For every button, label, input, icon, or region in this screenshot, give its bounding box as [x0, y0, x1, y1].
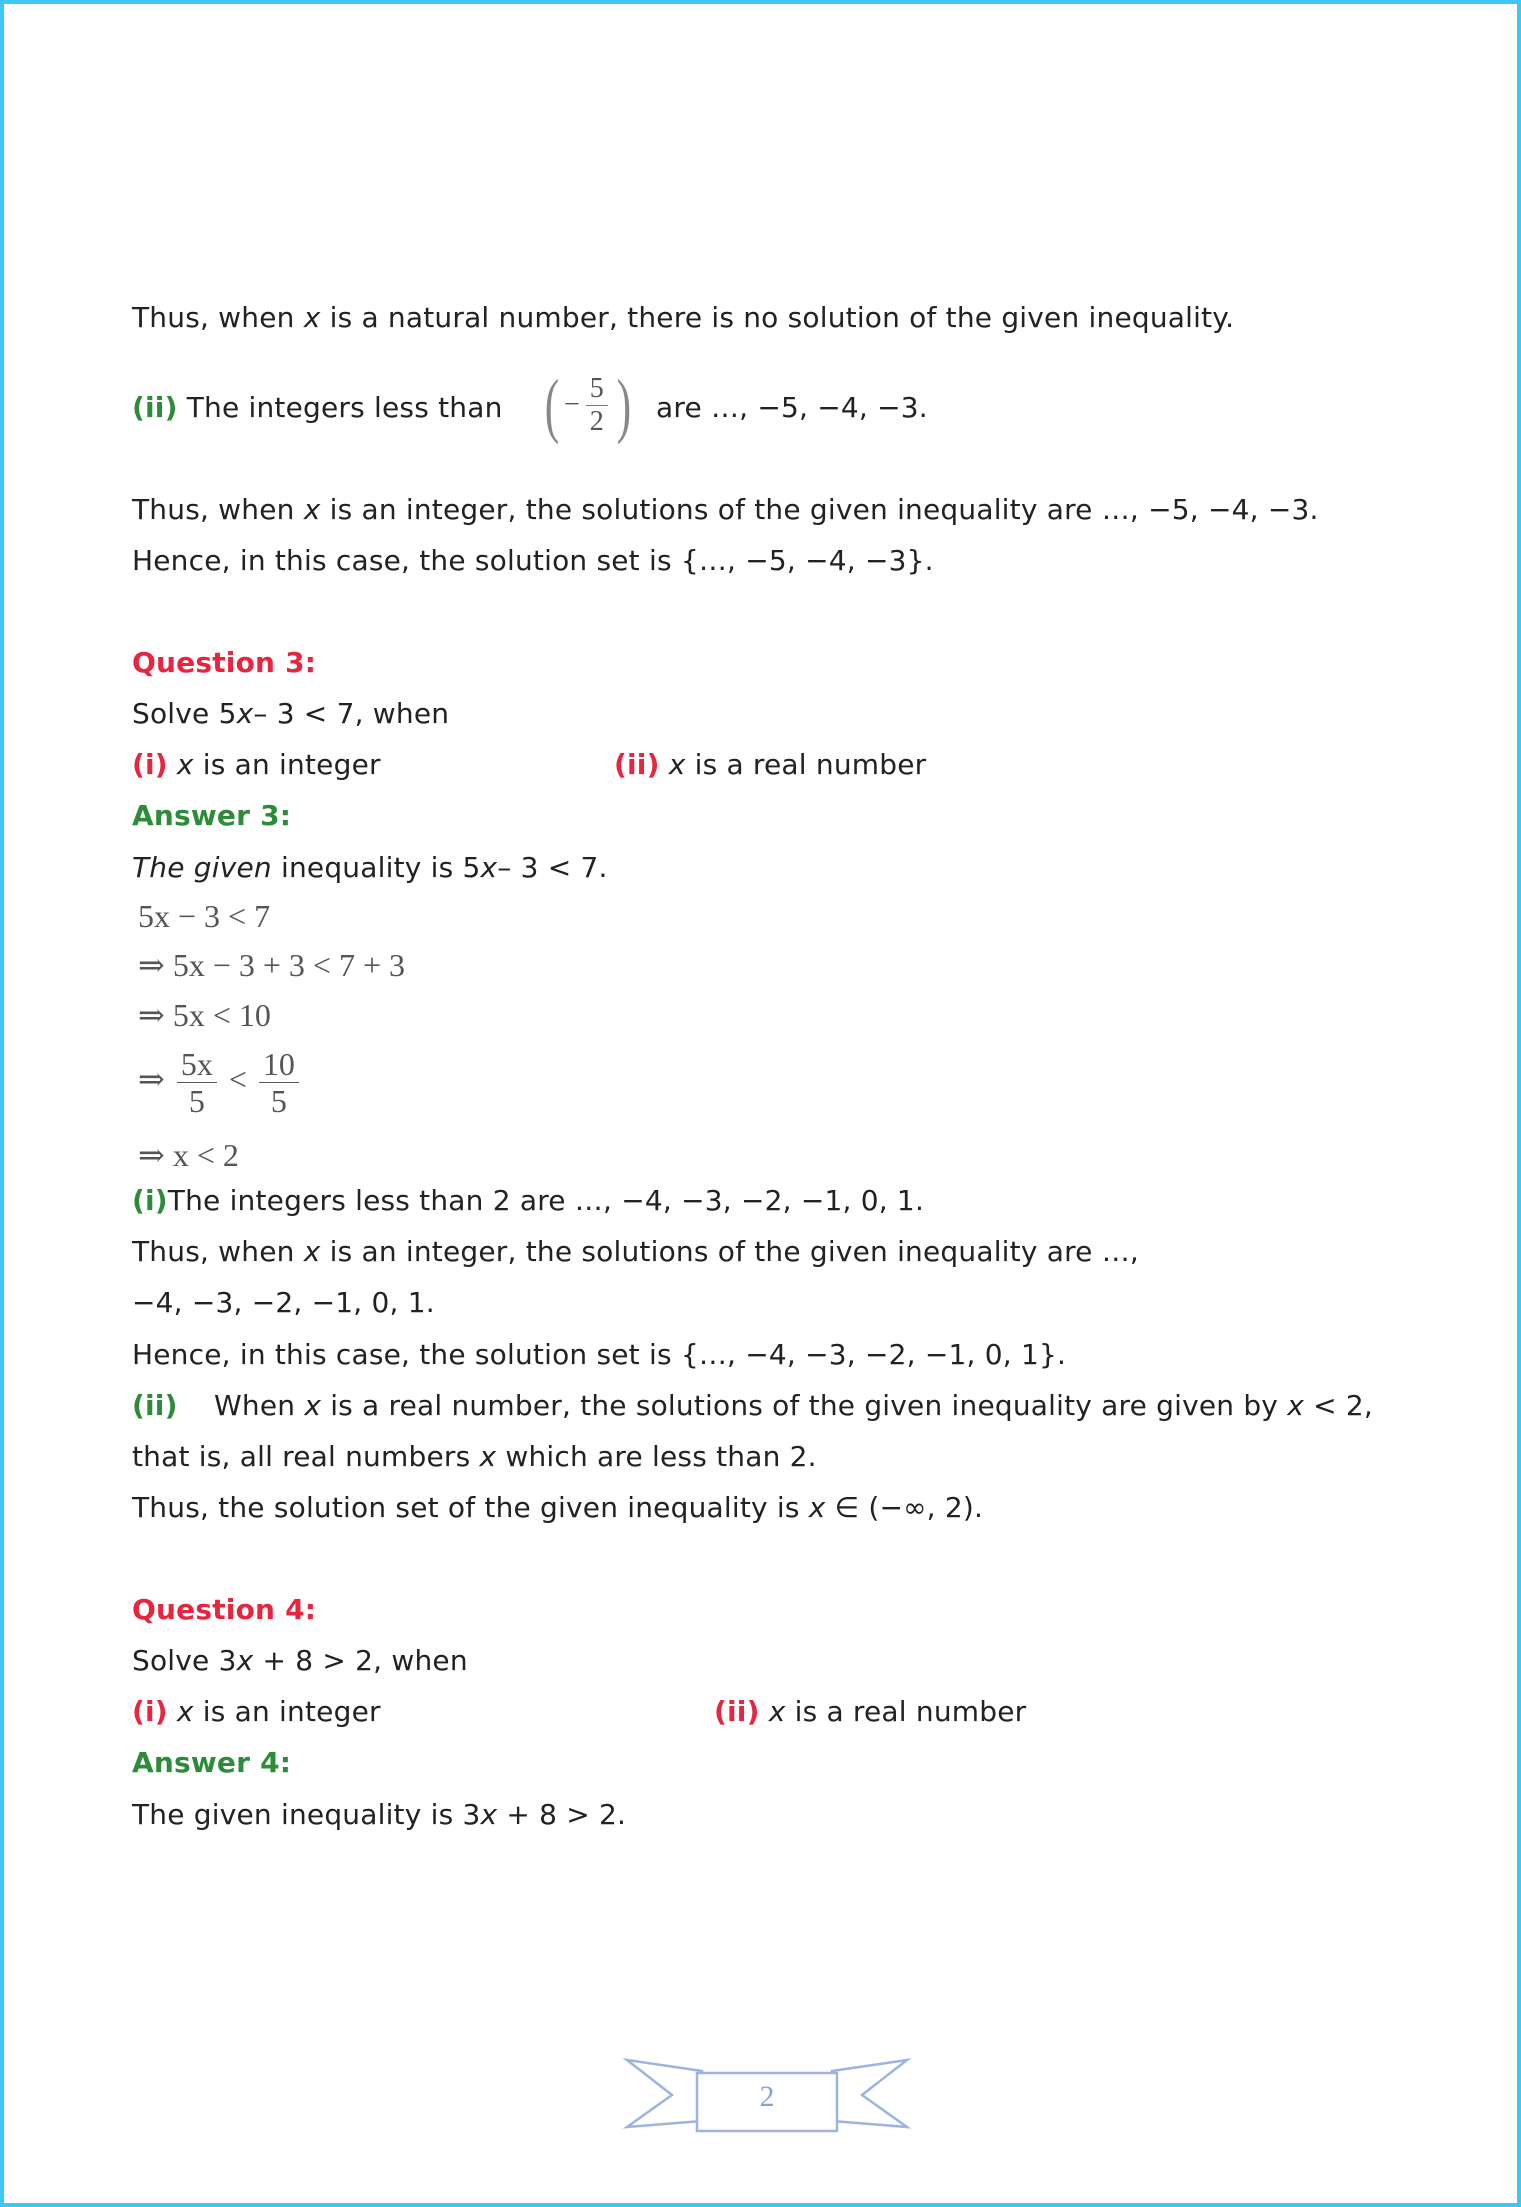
- fraction-rhs: [259, 1046, 299, 1119]
- text: is a real number: [685, 748, 927, 781]
- text: is a real number: [785, 1695, 1027, 1728]
- fraction-neg-five-halves: [540, 362, 636, 448]
- prev-part-ii-tail: are …, −5, −4, −3.: [656, 391, 928, 424]
- question-3-option-i: [132, 747, 381, 783]
- var-x: x: [236, 1644, 254, 1677]
- var-x: x: [479, 1440, 497, 1473]
- var-x: x: [480, 1798, 498, 1831]
- question-4-prompt: [132, 1643, 468, 1679]
- numerator: 5: [586, 373, 608, 406]
- answer-4-heading: Answer 4:: [132, 1746, 292, 1779]
- prev-conclusion-integer: [132, 492, 1319, 528]
- option-i-label: (i): [132, 1695, 168, 1728]
- option-ii-label: (ii): [714, 1695, 760, 1728]
- solution-i: [132, 1183, 924, 1219]
- solution-ii-label: (ii): [132, 1389, 178, 1422]
- question-3-heading: Question 3:: [132, 646, 317, 679]
- fraction: [586, 373, 608, 438]
- text: The integers less than: [177, 391, 503, 424]
- solution-ii-line2: [132, 1439, 817, 1475]
- var-x: x: [304, 1389, 322, 1422]
- math-step-5: ⇒ x < 2: [138, 1137, 239, 1173]
- right-paren: ): [616, 365, 631, 445]
- var-x: x: [303, 1235, 321, 1268]
- math-step-4: [138, 1046, 303, 1119]
- text: ∈ (−∞, 2).: [825, 1491, 984, 1524]
- option-i-label: (i): [132, 748, 168, 781]
- var-x: x: [668, 748, 686, 781]
- text: The given inequality is 3: [132, 1798, 481, 1831]
- text: is an integer, the solutions of the given inequality are …,: [320, 1235, 1139, 1268]
- question-4-heading: Question 4:: [132, 1593, 317, 1626]
- text: + 8 > 2, when: [253, 1644, 468, 1677]
- solution-ii: [132, 1388, 1373, 1424]
- text: When: [214, 1389, 305, 1422]
- page-number: 2: [759, 2080, 775, 2113]
- text: – 3 < 7.: [497, 851, 608, 884]
- text: Thus, when: [132, 493, 304, 526]
- part-ii-label: (ii): [132, 391, 178, 424]
- answer-3-intro: [132, 850, 608, 886]
- text: is an integer: [193, 748, 381, 781]
- minus-sign: −: [563, 389, 580, 420]
- numerator: 10: [259, 1046, 299, 1083]
- solution-i-line3: −4, −3, −2, −1, 0, 1.: [132, 1286, 435, 1319]
- text: which are less than 2.: [496, 1440, 817, 1473]
- question-4-option-i: [132, 1694, 381, 1730]
- text: is a real number, the solutions of the given inequality are given by: [321, 1389, 1288, 1422]
- math-step-3: ⇒ 5x < 10: [138, 997, 271, 1033]
- solution-i-label: (i): [132, 1184, 168, 1217]
- var-x: x: [176, 1695, 194, 1728]
- var-x: x: [236, 697, 254, 730]
- solution-ii-line3: [132, 1490, 983, 1526]
- answer-4-intro: [132, 1797, 626, 1833]
- text-italic: The given: [132, 851, 272, 884]
- operator: <: [228, 1060, 247, 1097]
- var-x: x: [176, 748, 194, 781]
- prev-part-ii: [132, 390, 503, 426]
- text: Solve 3: [132, 1644, 237, 1677]
- answer-3-heading: Answer 3:: [132, 799, 292, 832]
- text: + 8 > 2.: [497, 1798, 627, 1831]
- denominator: 5: [188, 1083, 205, 1119]
- question-3-prompt: [132, 696, 449, 732]
- math-step-2: ⇒ 5x − 3 + 3 < 7 + 3: [138, 947, 405, 983]
- text: Thus, when: [132, 1235, 304, 1268]
- var-x: x: [768, 1695, 786, 1728]
- var-x: x: [480, 851, 498, 884]
- fraction-lhs: [177, 1046, 217, 1119]
- prev-solution-set: Hence, in this case, the solution set is {…, −5, −4, −3}.: [132, 544, 934, 577]
- left-paren: (: [544, 365, 560, 445]
- text: Thus, when: [132, 301, 304, 334]
- text: – 3 < 7, when: [253, 697, 450, 730]
- text: < 2,: [1303, 1389, 1373, 1422]
- prev-conclusion-natural: [132, 300, 1234, 336]
- text: is a natural number, there is no solution of the given inequality.: [320, 301, 1235, 334]
- text: is an integer, the solutions of the given inequality are …, −5, −4, −3.: [320, 493, 1319, 526]
- var-x: x: [303, 493, 321, 526]
- text: The integers less than 2 are …, −4, −3, −2, −1, 0, 1.: [167, 1184, 925, 1217]
- text: Solve 5: [132, 697, 237, 730]
- numerator: 5x: [177, 1046, 217, 1083]
- math-step-1: 5x − 3 < 7: [138, 898, 271, 934]
- solution-i-line2: [132, 1234, 1139, 1270]
- option-ii-label: (ii): [614, 748, 660, 781]
- question-4-option-ii: [714, 1694, 1026, 1730]
- implies-arrow: ⇒: [138, 1060, 165, 1097]
- question-3-option-ii: [614, 747, 926, 783]
- text: Thus, the solution set of the given inequality is: [132, 1491, 809, 1524]
- var-x: x: [1287, 1389, 1304, 1422]
- denominator: 2: [589, 405, 604, 437]
- text: inequality is 5: [271, 851, 481, 884]
- text: is an integer: [193, 1695, 381, 1728]
- var-x: x: [303, 301, 321, 334]
- denominator: 5: [270, 1083, 287, 1119]
- solution-i-line4: Hence, in this case, the solution set is {…, −4, −3, −2, −1, 0, 1}.: [132, 1338, 1067, 1371]
- text: that is, all real numbers: [132, 1440, 480, 1473]
- var-x: x: [808, 1491, 826, 1524]
